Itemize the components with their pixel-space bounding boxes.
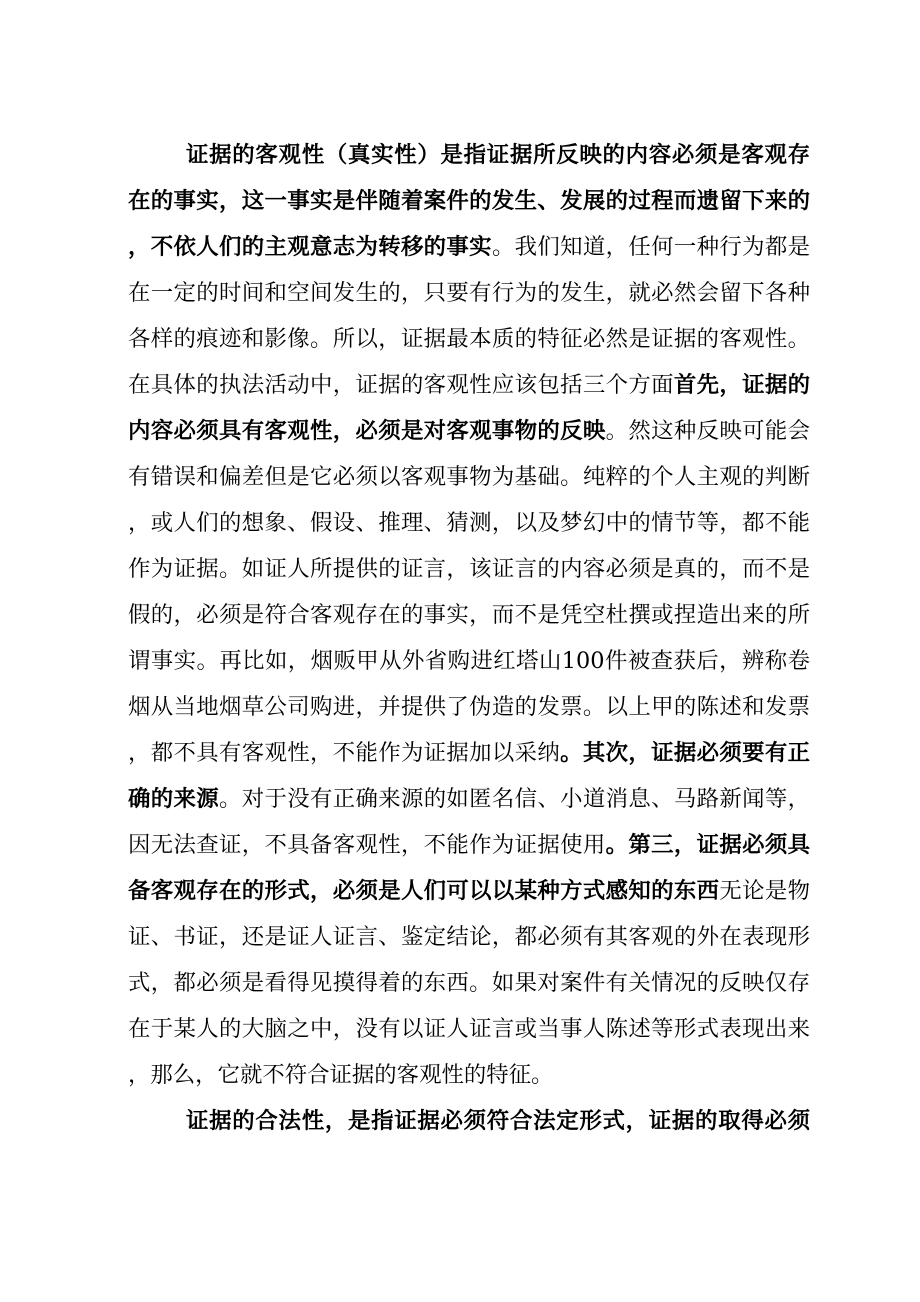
text-run: 在一定的时间和空间发生的，只要有行为的发生，就必然会留下各种 — [128, 280, 810, 306]
paragraph-1-line-18 — [128, 914, 810, 960]
paragraph-1-line-6 — [128, 362, 810, 408]
text-run: 。其次，证据必须要有正 — [560, 740, 810, 766]
text-run: ，不依人们的主观意志为转移的事实 — [128, 234, 492, 260]
text-run: 谓事实。再比如，烟贩甲从外省购进红塔山100件被查获后，辨称卷 — [128, 648, 810, 674]
text-run: 证据的客观性（真实性）是指证据所反映的内容必须是客观存 — [186, 142, 810, 168]
paragraph-1-line-7 — [128, 408, 810, 454]
paragraph-1-line-9 — [128, 500, 810, 546]
paragraph-1-line-3 — [128, 224, 810, 270]
paragraph-1-line-2 — [128, 178, 810, 224]
paragraph-1-line-10 — [128, 546, 810, 592]
text-run: 证据的合法性，是指证据必须符合法定形式，证据的取得必须 — [186, 1108, 810, 1134]
paragraph-1-line-13 — [128, 684, 810, 730]
text-run: 在具体的执法活动中，证据的客观性应该包括三个方面 — [128, 372, 674, 398]
text-run: 。第三，证据必须具 — [605, 832, 810, 858]
paragraph-1-line-16 — [128, 822, 810, 868]
text-run: 在的事实，这一事实是伴随着案件的发生、发展的过程而遗留下来的 — [128, 188, 810, 214]
text-run: 作为证据。如证人所提供的证言，该证言的内容必须是真的，而不是 — [128, 556, 810, 582]
text-run: 。我们知道，任何一种行为都是 — [491, 234, 810, 260]
text-run: 假的，必须是符合客观存在的事实，而不是凭空杜撰或捏造出来的所 — [128, 602, 810, 628]
text-run: 备客观存在的形式，必须是人们可以以某种方式感知的东西 — [128, 878, 720, 904]
text-run: 证、书证，还是证人证言、鉴定结论，都必须有其客观的外在表现形 — [128, 924, 810, 950]
text-run: 内容必须具有客观性，必须是对客观事物的反映 — [128, 418, 606, 444]
text-run: ，或人们的想象、假设、推理、猜测，以及梦幻中的情节等，都不能 — [128, 510, 810, 536]
text-run: 烟从当地烟草公司购进，并提供了伪造的发票。以上甲的陈述和发票 — [128, 694, 810, 720]
text-run: 在于某人的大脑之中，没有以证人证言或当事人陈述等形式表现出来 — [128, 1016, 810, 1042]
text-run: 各样的痕迹和影像。所以，证据最本质的特征必然是证据的客观性。 — [128, 326, 810, 352]
text-run: 有错误和偏差但是它必须以客观事物为基础。纯粹的个人主观的判断 — [128, 464, 810, 490]
text-run: 确的来源 — [128, 786, 219, 812]
text-run: ，都不具有客观性，不能作为证据加以采纳 — [128, 740, 561, 766]
text-run: 。然这种反映可能会 — [605, 418, 810, 444]
paragraph-1-line-4 — [128, 270, 810, 316]
text-run: 式，都必须是看得见摸得着的东西。如果对案件有关情况的反映仅存 — [128, 970, 810, 996]
paragraph-1-line-8 — [128, 454, 810, 500]
paragraph-1-line-17 — [128, 868, 810, 914]
text-run: 。对于没有正确来源的如匿名信、小道消息、马路新闻等， — [218, 786, 810, 812]
paragraph-1-line-14 — [128, 730, 810, 776]
text-run: ，那么，它就不符合证据的客观性的特征。 — [128, 1062, 554, 1088]
paragraph-1-line-21 — [128, 1052, 810, 1098]
paragraph-1-line-12 — [128, 638, 810, 684]
paragraph-1-line-20 — [128, 1006, 810, 1052]
paragraph-1-line-11 — [128, 592, 810, 638]
text-run: 首先，证据的 — [673, 372, 810, 398]
paragraph-1-line-15 — [128, 776, 810, 822]
paragraph-2-line-1 — [186, 1098, 810, 1144]
text-run: 因无法查证，不具备客观性，不能作为证据使用 — [128, 832, 606, 858]
text-run: 无论是物 — [719, 878, 810, 904]
paragraph-1-line-5 — [128, 316, 810, 362]
paragraph-1-line-1 — [186, 132, 810, 178]
paragraph-1-line-19 — [128, 960, 810, 1006]
